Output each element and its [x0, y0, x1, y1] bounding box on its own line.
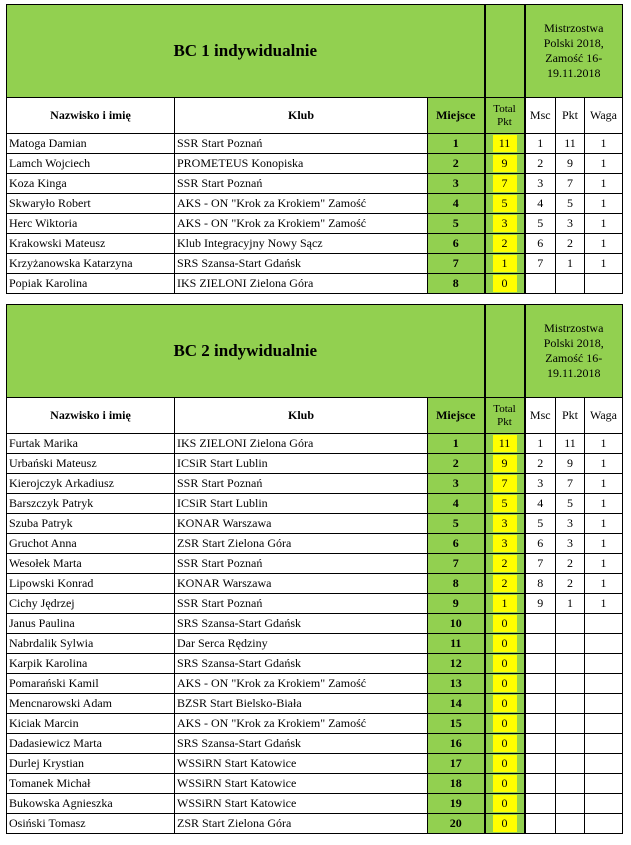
athlete-name: Lipowski Konrad — [7, 574, 175, 594]
total-points-value: 5 — [493, 195, 517, 212]
table-row — [7, 434, 623, 454]
msc-cell — [525, 654, 556, 674]
header-total — [485, 98, 525, 134]
place-cell: 3 — [428, 474, 485, 494]
total-points-cell — [485, 554, 525, 574]
column-header-row — [7, 398, 623, 434]
total-points-cell — [485, 214, 525, 234]
total-points-value: 0 — [493, 655, 517, 672]
place-cell: 8 — [428, 274, 485, 294]
waga-cell — [585, 774, 623, 794]
msc-cell: 5 — [525, 514, 556, 534]
total-points-cell — [485, 694, 525, 714]
club-name: IKS ZIELONI Zielona Góra — [175, 434, 428, 454]
total-spacer — [485, 5, 525, 98]
event-note — [525, 5, 623, 98]
place-cell: 5 — [428, 214, 485, 234]
club-name: ZSR Start Zielona Góra — [175, 534, 428, 554]
pkt-cell: 5 — [556, 494, 585, 514]
waga-cell: 1 — [585, 574, 623, 594]
athlete-name: Pomarański Kamil — [7, 674, 175, 694]
pkt-cell — [556, 674, 585, 694]
place-cell: 9 — [428, 594, 485, 614]
total-points-value: 0 — [493, 815, 517, 832]
waga-cell: 1 — [585, 514, 623, 534]
total-points-cell — [485, 814, 525, 834]
pkt-cell: 11 — [556, 434, 585, 454]
msc-cell: 3 — [525, 174, 556, 194]
section-title: BC 2 indywidualnie — [7, 305, 485, 398]
athlete-name: Urbański Mateusz — [7, 454, 175, 474]
pkt-cell: 9 — [556, 154, 585, 174]
waga-cell: 1 — [585, 134, 623, 154]
athlete-name: Krzyżanowska Katarzyna — [7, 254, 175, 274]
place-cell: 7 — [428, 254, 485, 274]
table-row — [7, 694, 623, 714]
waga-cell — [585, 754, 623, 774]
table-row — [7, 194, 623, 214]
pkt-cell: 2 — [556, 574, 585, 594]
total-points-value: 11 — [493, 435, 517, 452]
msc-cell: 4 — [525, 494, 556, 514]
total-points-cell — [485, 754, 525, 774]
athlete-name: Furtak Marika — [7, 434, 175, 454]
msc-cell: 1 — [525, 434, 556, 454]
club-name: SSR Start Poznań — [175, 474, 428, 494]
club-name: KONAR Warszawa — [175, 514, 428, 534]
pkt-cell — [556, 714, 585, 734]
total-points-cell — [485, 194, 525, 214]
waga-cell — [585, 794, 623, 814]
msc-cell — [525, 714, 556, 734]
athlete-name: Cichy Jędrzej — [7, 594, 175, 614]
waga-cell — [585, 634, 623, 654]
total-points-value: 5 — [493, 495, 517, 512]
club-name: Klub Integracyjny Nowy Sącz — [175, 234, 428, 254]
place-cell: 14 — [428, 694, 485, 714]
place-cell: 18 — [428, 774, 485, 794]
club-name: KONAR Warszawa — [175, 574, 428, 594]
waga-cell: 1 — [585, 594, 623, 614]
total-points-value: 2 — [493, 555, 517, 572]
total-points-cell — [485, 594, 525, 614]
table-row — [7, 634, 623, 654]
total-points-cell — [485, 274, 525, 294]
place-cell: 7 — [428, 554, 485, 574]
table-row — [7, 754, 623, 774]
pkt-cell: 1 — [556, 254, 585, 274]
header-name: Nazwisko i imię — [7, 98, 175, 134]
msc-cell — [525, 754, 556, 774]
place-cell: 20 — [428, 814, 485, 834]
table-row — [7, 774, 623, 794]
total-points-value: 7 — [493, 175, 517, 192]
total-points-value: 2 — [493, 235, 517, 252]
event-note-line: Zamość 16- — [545, 351, 603, 365]
header-waga: Waga — [585, 398, 623, 434]
header-name: Nazwisko i imię — [7, 398, 175, 434]
athlete-name: Tomanek Michał — [7, 774, 175, 794]
total-points-value: 3 — [493, 215, 517, 232]
table-row — [7, 574, 623, 594]
msc-cell: 1 — [525, 134, 556, 154]
total-points-cell — [485, 154, 525, 174]
total-points-cell — [485, 734, 525, 754]
athlete-name: Mencnarowski Adam — [7, 694, 175, 714]
total-points-cell — [485, 234, 525, 254]
total-points-value: 0 — [493, 695, 517, 712]
place-cell: 4 — [428, 194, 485, 214]
place-cell: 12 — [428, 654, 485, 674]
table-row — [7, 614, 623, 634]
athlete-name: Kiciak Marcin — [7, 714, 175, 734]
total-points-value: 2 — [493, 575, 517, 592]
place-cell: 19 — [428, 794, 485, 814]
pkt-cell — [556, 654, 585, 674]
table-row — [7, 554, 623, 574]
athlete-name: Matoga Damian — [7, 134, 175, 154]
club-name: AKS - ON "Krok za Krokiem" Zamość — [175, 194, 428, 214]
event-note-line: 19.11.2018 — [546, 366, 601, 380]
event-note-line: Polski 2018, — [543, 336, 604, 350]
pkt-cell: 3 — [556, 514, 585, 534]
total-points-value: 0 — [493, 795, 517, 812]
event-note — [525, 305, 623, 398]
table-row — [7, 474, 623, 494]
msc-cell: 7 — [525, 254, 556, 274]
waga-cell: 1 — [585, 554, 623, 574]
table-row — [7, 254, 623, 274]
club-name: SRS Szansa-Start Gdańsk — [175, 654, 428, 674]
waga-cell: 1 — [585, 254, 623, 274]
total-points-cell — [485, 574, 525, 594]
waga-cell: 1 — [585, 454, 623, 474]
club-name: ZSR Start Zielona Góra — [175, 814, 428, 834]
athlete-name: Bukowska Agnieszka — [7, 794, 175, 814]
header-total-line: Pkt — [497, 115, 512, 128]
table-row — [7, 734, 623, 754]
header-place: Miejsce — [428, 398, 485, 434]
table-row — [7, 234, 623, 254]
club-name: AKS - ON "Krok za Krokiem" Zamość — [175, 674, 428, 694]
total-points-value: 9 — [493, 155, 517, 172]
total-points-cell — [485, 514, 525, 534]
header-club: Klub — [175, 98, 428, 134]
total-points-value: 3 — [493, 515, 517, 532]
msc-cell: 8 — [525, 574, 556, 594]
table-row — [7, 594, 623, 614]
msc-cell — [525, 814, 556, 834]
club-name: SSR Start Poznań — [175, 174, 428, 194]
header-total — [485, 398, 525, 434]
place-cell: 17 — [428, 754, 485, 774]
table-row — [7, 654, 623, 674]
event-note-line: Zamość 16- — [545, 51, 603, 65]
event-note-line: Mistrzostwa — [544, 21, 604, 35]
pkt-cell — [556, 614, 585, 634]
waga-cell — [585, 654, 623, 674]
header-waga: Waga — [585, 98, 623, 134]
total-points-value: 0 — [493, 275, 517, 292]
msc-cell: 9 — [525, 594, 556, 614]
athlete-name: Koza Kinga — [7, 174, 175, 194]
msc-cell: 7 — [525, 554, 556, 574]
msc-cell: 4 — [525, 194, 556, 214]
total-points-cell — [485, 134, 525, 154]
club-name: ICSiR Start Lublin — [175, 454, 428, 474]
header-msc: Msc — [525, 398, 556, 434]
place-cell: 6 — [428, 534, 485, 554]
place-cell: 2 — [428, 454, 485, 474]
club-name: SRS Szansa-Start Gdańsk — [175, 254, 428, 274]
place-cell: 10 — [428, 614, 485, 634]
section-title: BC 1 indywidualnie — [7, 5, 485, 98]
total-points-cell — [485, 474, 525, 494]
club-name: SRS Szansa-Start Gdańsk — [175, 614, 428, 634]
athlete-name: Janus Paulina — [7, 614, 175, 634]
pkt-cell: 3 — [556, 214, 585, 234]
waga-cell: 1 — [585, 474, 623, 494]
pkt-cell: 7 — [556, 474, 585, 494]
place-cell: 6 — [428, 234, 485, 254]
athlete-name: Durlej Krystian — [7, 754, 175, 774]
total-points-value: 0 — [493, 735, 517, 752]
waga-cell: 1 — [585, 534, 623, 554]
header-total-line: Total — [493, 402, 516, 415]
total-points-value: 0 — [493, 715, 517, 732]
total-points-value: 3 — [493, 535, 517, 552]
club-name: BZSR Start Bielsko-Biała — [175, 694, 428, 714]
athlete-name: Osiński Tomasz — [7, 814, 175, 834]
club-name: WSSiRN Start Katowice — [175, 754, 428, 774]
pkt-cell: 9 — [556, 454, 585, 474]
athlete-name: Popiak Karolina — [7, 274, 175, 294]
athlete-name: Barszczyk Patryk — [7, 494, 175, 514]
msc-cell — [525, 694, 556, 714]
place-cell: 2 — [428, 154, 485, 174]
column-header-row — [7, 98, 623, 134]
total-points-value: 7 — [493, 475, 517, 492]
msc-cell: 2 — [525, 154, 556, 174]
athlete-name: Wesołek Marta — [7, 554, 175, 574]
table-row — [7, 174, 623, 194]
table-row — [7, 454, 623, 474]
total-points-cell — [485, 454, 525, 474]
msc-cell: 6 — [525, 234, 556, 254]
table-row — [7, 494, 623, 514]
pkt-cell: 5 — [556, 194, 585, 214]
header-place: Miejsce — [428, 98, 485, 134]
waga-cell: 1 — [585, 194, 623, 214]
msc-cell: 2 — [525, 454, 556, 474]
msc-cell: 5 — [525, 214, 556, 234]
msc-cell: 6 — [525, 534, 556, 554]
event-note-line: Polski 2018, — [543, 36, 604, 50]
place-cell: 16 — [428, 734, 485, 754]
total-points-cell — [485, 174, 525, 194]
total-points-value: 0 — [493, 775, 517, 792]
athlete-name: Herc Wiktoria — [7, 214, 175, 234]
event-note-line: 19.11.2018 — [546, 66, 601, 80]
club-name: AKS - ON "Krok za Krokiem" Zamość — [175, 214, 428, 234]
table-row — [7, 154, 623, 174]
total-points-value: 9 — [493, 455, 517, 472]
table-row — [7, 534, 623, 554]
total-points-value: 1 — [493, 255, 517, 272]
pkt-cell: 2 — [556, 554, 585, 574]
header-pkt: Pkt — [556, 98, 585, 134]
table-row — [7, 714, 623, 734]
total-points-cell — [485, 434, 525, 454]
header-total-line: Pkt — [497, 415, 512, 428]
total-points-value: 0 — [493, 755, 517, 772]
total-points-cell — [485, 254, 525, 274]
club-name: ICSiR Start Lublin — [175, 494, 428, 514]
pkt-cell — [556, 274, 585, 294]
msc-cell — [525, 634, 556, 654]
waga-cell — [585, 694, 623, 714]
place-cell: 4 — [428, 494, 485, 514]
waga-cell — [585, 614, 623, 634]
table-row — [7, 674, 623, 694]
waga-cell: 1 — [585, 174, 623, 194]
place-cell: 8 — [428, 574, 485, 594]
club-name: SSR Start Poznań — [175, 134, 428, 154]
club-name: SSR Start Poznań — [175, 554, 428, 574]
club-name: PROMETEUS Konopiska — [175, 154, 428, 174]
waga-cell: 1 — [585, 234, 623, 254]
waga-cell — [585, 734, 623, 754]
header-msc: Msc — [525, 98, 556, 134]
place-cell: 13 — [428, 674, 485, 694]
waga-cell — [585, 674, 623, 694]
club-name: AKS - ON "Krok za Krokiem" Zamość — [175, 714, 428, 734]
pkt-cell: 11 — [556, 134, 585, 154]
msc-cell — [525, 674, 556, 694]
total-points-cell — [485, 654, 525, 674]
athlete-name: Kierojczyk Arkadiusz — [7, 474, 175, 494]
club-name: IKS ZIELONI Zielona Góra — [175, 274, 428, 294]
pkt-cell — [556, 794, 585, 814]
header-total-line: Total — [493, 102, 516, 115]
athlete-name: Skwaryło Robert — [7, 194, 175, 214]
athlete-name: Dadasiewicz Marta — [7, 734, 175, 754]
table-row — [7, 134, 623, 154]
place-cell: 1 — [428, 134, 485, 154]
results-table — [6, 304, 623, 834]
total-points-cell — [485, 774, 525, 794]
place-cell: 15 — [428, 714, 485, 734]
total-points-cell — [485, 714, 525, 734]
msc-cell — [525, 614, 556, 634]
athlete-name: Nabrdalik Sylwia — [7, 634, 175, 654]
pkt-cell: 1 — [556, 594, 585, 614]
pkt-cell — [556, 634, 585, 654]
club-name: SSR Start Poznań — [175, 594, 428, 614]
table-row — [7, 514, 623, 534]
total-points-cell — [485, 794, 525, 814]
place-cell: 11 — [428, 634, 485, 654]
waga-cell: 1 — [585, 154, 623, 174]
pkt-cell — [556, 694, 585, 714]
pkt-cell — [556, 734, 585, 754]
place-cell: 1 — [428, 434, 485, 454]
club-name: WSSiRN Start Katowice — [175, 794, 428, 814]
msc-cell — [525, 274, 556, 294]
total-points-cell — [485, 494, 525, 514]
club-name: Dar Serca Rędziny — [175, 634, 428, 654]
pkt-cell: 7 — [556, 174, 585, 194]
total-spacer — [485, 305, 525, 398]
table-row — [7, 274, 623, 294]
total-points-value: 11 — [493, 135, 517, 152]
header-pkt: Pkt — [556, 398, 585, 434]
msc-cell — [525, 794, 556, 814]
club-name: SRS Szansa-Start Gdańsk — [175, 734, 428, 754]
waga-cell — [585, 274, 623, 294]
results-table — [6, 4, 623, 294]
header-club: Klub — [175, 398, 428, 434]
athlete-name: Krakowski Mateusz — [7, 234, 175, 254]
athlete-name: Szuba Patryk — [7, 514, 175, 534]
msc-cell: 3 — [525, 474, 556, 494]
table-row — [7, 814, 623, 834]
athlete-name: Gruchot Anna — [7, 534, 175, 554]
pkt-cell — [556, 774, 585, 794]
athlete-name: Karpik Karolina — [7, 654, 175, 674]
waga-cell: 1 — [585, 494, 623, 514]
waga-cell — [585, 814, 623, 834]
total-points-cell — [485, 614, 525, 634]
event-note-line: Mistrzostwa — [544, 321, 604, 335]
total-points-value: 0 — [493, 635, 517, 652]
pkt-cell — [556, 814, 585, 834]
athlete-name: Lamch Wojciech — [7, 154, 175, 174]
waga-cell: 1 — [585, 434, 623, 454]
club-name: WSSiRN Start Katowice — [175, 774, 428, 794]
waga-cell: 1 — [585, 214, 623, 234]
msc-cell — [525, 734, 556, 754]
total-points-cell — [485, 634, 525, 654]
msc-cell — [525, 774, 556, 794]
total-points-value: 1 — [493, 595, 517, 612]
total-points-cell — [485, 674, 525, 694]
pkt-cell: 2 — [556, 234, 585, 254]
waga-cell — [585, 714, 623, 734]
place-cell: 5 — [428, 514, 485, 534]
table-row — [7, 214, 623, 234]
place-cell: 3 — [428, 174, 485, 194]
total-points-value: 0 — [493, 675, 517, 692]
total-points-value: 0 — [493, 615, 517, 632]
pkt-cell — [556, 754, 585, 774]
total-points-cell — [485, 534, 525, 554]
table-row — [7, 794, 623, 814]
pkt-cell: 3 — [556, 534, 585, 554]
